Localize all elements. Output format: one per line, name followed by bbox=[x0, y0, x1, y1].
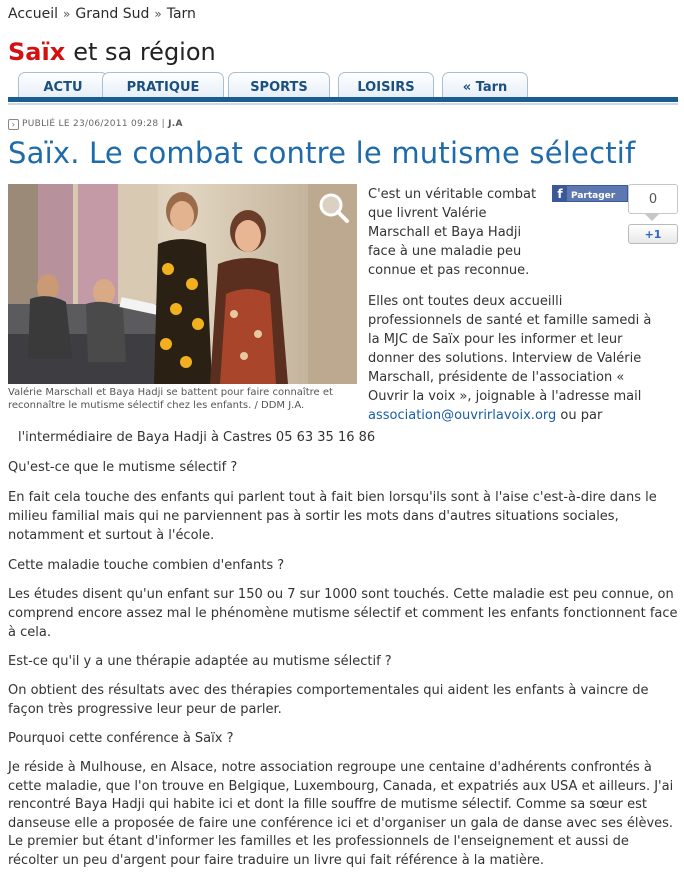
breadcrumb-separator: » bbox=[63, 7, 71, 21]
paragraph-line: la MJC de Saïx pour les informer et leur bbox=[368, 332, 623, 347]
paragraph-line: professionnels de santé et famille samedi à bbox=[368, 313, 652, 328]
tab-sports[interactable]: SPORTS bbox=[228, 72, 330, 98]
facebook-share-label: Partager bbox=[571, 191, 616, 201]
answer-2: Les études disent qu'un enfant sur 150 ou 7 sur 1000 sont touchés. Cette maladie est peu connue, on comprend encore assez mal le phénomène mutisme sélectif et comment les enfants fonctionnent face à cela. bbox=[8, 587, 678, 640]
photo-caption-line: reconnaître le mutisme sélectif chez les enfants. / DDM J.A. bbox=[8, 400, 305, 411]
breadcrumb-region-link[interactable]: Grand Sud bbox=[75, 6, 150, 22]
article-intro: C'est un véritable combat que livrent Valérie Marschall et Baya Hadji face à une maladie peu connue et pas reconnue. bbox=[368, 187, 537, 278]
google-plus-count-pointer bbox=[645, 214, 659, 221]
paragraph-line: donner des solutions. Interview de Valérie bbox=[368, 351, 642, 366]
question-1: Qu'est-ce que le mutisme sélectif ? bbox=[8, 460, 238, 475]
paragraph-line bbox=[368, 406, 678, 425]
article-author: J.A bbox=[168, 119, 183, 129]
tab-tarn[interactable]: « Tarn bbox=[442, 72, 528, 98]
email-after-text: ou par bbox=[560, 408, 603, 423]
photo-caption bbox=[8, 386, 360, 412]
question-2: Cette maladie touche combien d'enfants ? bbox=[8, 558, 285, 573]
paragraph-line: Marschall, présidente de l'association « bbox=[368, 370, 625, 385]
article-photo[interactable] bbox=[8, 184, 357, 384]
paragraph-continuation: l'intermédiaire de Baya Hadji à Castres 05 63 35 16 86 bbox=[18, 430, 376, 445]
tab-bar bbox=[8, 97, 678, 102]
meta-separator: | bbox=[161, 119, 165, 129]
paragraph-line: Elles ont toutes deux accueilli bbox=[368, 294, 563, 309]
article-title: Saïx. Le combat contre le mutisme sélectif bbox=[8, 136, 636, 170]
publish-date: PUBLIÉ LE 23/06/2011 09:28 bbox=[22, 119, 159, 129]
tab-actu[interactable]: ACTU bbox=[18, 72, 108, 98]
tab-loisirs[interactable]: LOISIRS bbox=[338, 72, 434, 98]
facebook-icon: f bbox=[553, 186, 567, 201]
question-3: Est-ce qu'il y a une thérapie adaptée au mutisme sélectif ? bbox=[8, 654, 392, 669]
answer-4: Je réside à Mulhouse, en Alsace, notre association regroupe une centaine d'adhérents confrontés à cette maladie, que l'on trouve en Belgique, Luxembourg, Canada, et expatriés aux USA et ailleurs. J'ai rencontré Baya Hadji qui habite ici et dont la fille souffre de mutisme sélectif. Comme sa sœur est danseuse elle a proposée de faire une conférence ici et d'organiser un gala de danse avec ses élèves. Le premier but étant d'informer les familles et les professionnels de l'enseignement et aussi de récolter un peu d'argent pour faire traduire un livre qui fait référence à la matière. bbox=[8, 760, 674, 868]
email-link[interactable]: association@ouvrirlavoix.org bbox=[368, 408, 557, 423]
question-4: Pourquoi cette conférence à Saïx ? bbox=[8, 731, 234, 746]
region-suffix: et sa région bbox=[73, 38, 216, 66]
region-brand[interactable]: Saïx bbox=[8, 38, 66, 66]
article-photo-image bbox=[8, 184, 357, 384]
breadcrumb-separator: » bbox=[154, 7, 162, 21]
photo-caption-line: Valérie Marschall et Baya Hadji se battent pour faire connaître et bbox=[8, 387, 333, 398]
breadcrumb-home-link[interactable]: Accueil bbox=[8, 6, 58, 22]
paragraph-line: Ouvrir la voix », joignable à l'adresse mail bbox=[368, 389, 642, 404]
breadcrumb-department-link[interactable]: Tarn bbox=[166, 6, 196, 22]
google-plus-button[interactable]: +1 bbox=[628, 224, 678, 244]
region-header bbox=[8, 38, 216, 66]
answer-1: En fait cela touche des enfants qui parlent tout à fait bien lorsqu'ils sont à l'aise c'est-à-dire dans le milieu familial mais qui ne parviennent pas à sortir les mots dans d'autres situations sociales, notamment et surtout à l'école. bbox=[8, 490, 657, 543]
arrow-right-icon: › bbox=[8, 119, 19, 130]
zoom-icon[interactable] bbox=[318, 192, 350, 224]
tab-pratique[interactable]: PRATIQUE bbox=[102, 72, 224, 98]
section-tabs bbox=[8, 72, 678, 98]
google-plus-count: 0 bbox=[628, 184, 678, 214]
answer-3: On obtient des résultats avec des thérapies comportementales qui aident les enfants à vaincre de façon très progressive leur peur de parler. bbox=[8, 683, 649, 717]
article-meta bbox=[8, 119, 183, 130]
article-paragraph bbox=[368, 292, 678, 425]
tab-bar-underline bbox=[8, 103, 678, 105]
breadcrumb bbox=[8, 6, 196, 22]
facebook-share-button[interactable] bbox=[552, 185, 628, 202]
